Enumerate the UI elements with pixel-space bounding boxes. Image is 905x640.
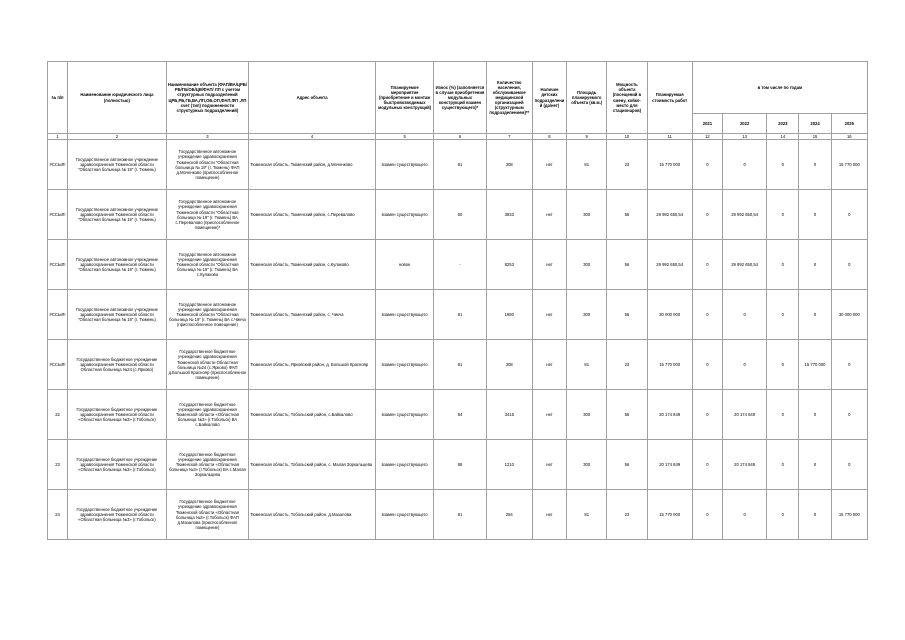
year-2025: 0 xyxy=(831,190,867,240)
planned-action: взамен существующего xyxy=(375,340,433,390)
planned-cost: 29 992 650,54 xyxy=(647,190,692,240)
header-plan: Планируемое мероприятие (приобретение и монтаж быстровозводимых модульных конструкций) xyxy=(375,62,433,134)
object-name: Государственное автономное учреждение здравоохранения Тюменской области "Областная больница № 19" (г. Тюмень) ВА с.Кулаково xyxy=(166,240,248,290)
object-name: Государственное бюджетное учреждение здравоохранения Тюменской области Областная больница №24 (с.Ярково) ФАП д.Большой Краснояр (приспособленное помещение) xyxy=(166,340,248,390)
capacity: 56 xyxy=(607,390,647,440)
area: 300 xyxy=(567,190,607,240)
year-2025: 0 xyxy=(831,240,867,290)
header-area: Площадь планируемого объекта (кв.м.) xyxy=(567,62,607,134)
header-row xyxy=(48,62,868,114)
year-2022: 29 992 650,54 xyxy=(722,240,766,290)
table-row xyxy=(48,140,868,190)
year-2022: 20 174 849 xyxy=(722,390,766,440)
objects-table xyxy=(47,61,868,540)
year-2021: 0 xyxy=(692,190,722,240)
population: 3933 xyxy=(486,190,532,240)
year-2025: 0 xyxy=(831,440,867,490)
year-2025: 0 xyxy=(831,340,867,390)
row-number: #ССЫЛ! xyxy=(48,190,68,240)
year-2021: 0 xyxy=(692,140,722,190)
planned-action: взамен существующего xyxy=(375,290,433,340)
year-2023: 0 xyxy=(767,190,799,240)
row-number: 23 xyxy=(48,440,68,490)
year-2024: 0 xyxy=(799,240,831,290)
year-2024: 0 xyxy=(799,490,831,540)
population: 1210 xyxy=(486,440,532,490)
area: 300 xyxy=(567,290,607,340)
row-number: 24 xyxy=(48,490,68,540)
table-row xyxy=(48,340,868,390)
col-number: 10 xyxy=(607,134,647,140)
year-2021: 0 xyxy=(692,340,722,390)
object-address: Тюменская область, Тюменский район, с.Перевалово xyxy=(249,190,376,240)
planned-action: новое xyxy=(375,240,433,290)
header-wear: Износ (%) (заполняется в случае приобретения модульных конструкций взамен существующего)* xyxy=(434,62,486,134)
object-address: Тюменская область, Тобольский район, с. Малая Зоркальцева xyxy=(249,440,376,490)
planned-cost: 15 770 000 xyxy=(647,140,692,190)
capacity: 23 xyxy=(607,140,647,190)
col-number: 11 xyxy=(647,134,692,140)
planned-cost: 20 174 849 xyxy=(647,390,692,440)
org-name: Государственное бюджетное учреждение здравоохранения Тюменской области «Областная больница №3» (г.Тобольск) xyxy=(68,490,167,540)
year-2022: 0 xyxy=(722,140,766,190)
kids-units: нет xyxy=(532,490,566,540)
object-name: Государственное автономное учреждение здравоохранения Тюменской области "Областная больница № 19" (г. Тюмень) ВА с.Чикча (приспособленное помещение) xyxy=(166,290,248,340)
planned-action: взамен существующего xyxy=(375,390,433,440)
org-name: Государственное бюджетное учреждение здравоохранения Тюменской области Областная больница №24 (с.Ярково) xyxy=(68,340,167,390)
org-name: Государственное автономное учреждение здравоохранения Тюменской области "Областная больница № 19" (г. Тюмень) xyxy=(68,240,167,290)
wear-percent: 81 xyxy=(434,140,486,190)
year-2022: 20 174 849 xyxy=(722,440,766,490)
table-row xyxy=(48,240,868,290)
capacity: 56 xyxy=(607,290,647,340)
object-address: Тюменская область, Тюменский район, с.Кулаково xyxy=(249,240,376,290)
population: 308 xyxy=(486,340,532,390)
year-2023: 0 xyxy=(767,140,799,190)
header-year: 2024 xyxy=(799,114,831,134)
col-number: 16 xyxy=(831,134,867,140)
year-2021: 0 xyxy=(692,240,722,290)
object-address: Тюменская область, Тобольский район, с.Байкалово xyxy=(249,390,376,440)
capacity: 56 xyxy=(607,240,647,290)
capacity: 56 xyxy=(607,190,647,240)
year-2023: 0 xyxy=(767,440,799,490)
capacity: 23 xyxy=(607,490,647,540)
header-num: № п/п xyxy=(48,62,68,134)
capacity: 56 xyxy=(607,440,647,490)
col-number: 7 xyxy=(486,134,532,140)
population: 8253 xyxy=(486,240,532,290)
planned-cost: 20 174 849 xyxy=(647,440,692,490)
header-org: Наименование юридического лица (полностью) xyxy=(68,62,167,134)
year-2023: 0 xyxy=(767,390,799,440)
kids-units: нет xyxy=(532,240,566,290)
planned-action: взамен существующего xyxy=(375,140,433,190)
year-2025: 0 xyxy=(831,390,867,440)
kids-units: нет xyxy=(532,440,566,490)
header-year: 2023 xyxy=(767,114,799,134)
year-2021: 0 xyxy=(692,290,722,340)
year-2022: 0 xyxy=(722,290,766,340)
col-number: 6 xyxy=(434,134,486,140)
kids-units: нет xyxy=(532,190,566,240)
table-row xyxy=(48,390,868,440)
header-kids: Наличие детских подразделений (да/нет) xyxy=(532,62,566,134)
capacity: 23 xyxy=(607,340,647,390)
year-2025: 15 770 000 xyxy=(831,140,867,190)
year-2023: 0 xyxy=(767,340,799,390)
area: 81 xyxy=(567,340,607,390)
planned-action: взамен существующего xyxy=(375,490,433,540)
row-number: #ССЫЛ! xyxy=(48,240,68,290)
planned-cost: 30 000 000 xyxy=(647,290,692,340)
object-name: Государственное бюджетное учреждение здравоохранения Тюменской области «Областная больница №3» (г.Тобольск) ВА с.Байкалово xyxy=(166,390,248,440)
table-row xyxy=(48,290,868,340)
row-number: #ССЫЛ! xyxy=(48,140,68,190)
table-row xyxy=(48,490,868,540)
area: 300 xyxy=(567,240,607,290)
kids-units: нет xyxy=(532,290,566,340)
wear-percent: 84 xyxy=(434,390,486,440)
header-capacity: Мощность объекта (посещений в смену, койко-место для стационаров) xyxy=(607,62,647,134)
population: 284 xyxy=(486,490,532,540)
col-number: 5 xyxy=(375,134,433,140)
year-2024: 15 770 000 xyxy=(799,340,831,390)
col-number: 12 xyxy=(692,134,722,140)
wear-percent: 81 xyxy=(434,490,486,540)
table-body xyxy=(48,140,868,540)
area: 81 xyxy=(567,140,607,190)
object-address: Тюменская область, Тюменский район, с. Чикча xyxy=(249,290,376,340)
header-address: Адрес объекта xyxy=(249,62,376,134)
object-address: Тюменская область, Ярковский район, д. Большой Краснояр xyxy=(249,340,376,390)
kids-units: нет xyxy=(532,390,566,440)
document-page xyxy=(47,61,868,540)
object-name: Государственное бюджетное учреждение здравоохранения Тюменской области «Областная больница №3» (г.Тобольск) ФАП д.Мазаловa (приспособленное помещение) xyxy=(166,490,248,540)
object-name: Государственное автономное учреждение здравоохранения Тюменской области "Областная больница № 19" (г. Тюмень) ВА с.Перевалово (приспособленное помещение)* xyxy=(166,190,248,240)
col-number: 15 xyxy=(799,134,831,140)
table-row xyxy=(48,190,868,240)
col-number: 4 xyxy=(249,134,376,140)
col-number: 2 xyxy=(68,134,167,140)
year-2024: 0 xyxy=(799,440,831,490)
object-name: Государственное бюджетное учреждение здравоохранения Тюменской области «Областная больница №3» (г.Тобольск) ВА с.Малая Зоркальцева xyxy=(166,440,248,490)
year-2025: 15 770 000 xyxy=(831,490,867,540)
year-2024: 0 xyxy=(799,290,831,340)
object-name: Государственное автономное учреждение здравоохранения Тюменской области "Областная больница № 19" (г. Тюмень) ФАП д.Моченково (приспособленное помещение) xyxy=(166,140,248,190)
org-name: Государственное бюджетное учреждение здравоохранения Тюменской области «Областная больница №3» (г.Тобольск) xyxy=(68,390,167,440)
population: 1980 xyxy=(486,290,532,340)
header-cost: Планируемая стоимость работ xyxy=(647,62,692,134)
wear-percent: 81 xyxy=(434,340,486,390)
col-number: 14 xyxy=(767,134,799,140)
year-2024: 0 xyxy=(799,390,831,440)
header-population: Количество населения, обслуживаемое медицинской организацией (структурным подразделением)** xyxy=(486,62,532,134)
planned-cost: 15 770 000 xyxy=(647,340,692,390)
population: 3415 xyxy=(486,390,532,440)
planned-cost: 15 770 000 xyxy=(647,490,692,540)
year-2022: 0 xyxy=(722,490,766,540)
header-year: 2025 xyxy=(831,114,867,134)
year-2024: 0 xyxy=(799,190,831,240)
object-address: Тюменская область, Тюменский район, д.Моченково xyxy=(249,140,376,190)
header-object: Наименование объекта (ФАП/ВА/ЦРБ/РБ/ГБ/ОБ/ЦВ/ФАП/ ЛП с учетом структурных подразделений ЦРБ,РБ,ГБ,ВА,ЛП,ОБ,ОП,ФАП,ФП ,ЛП счет (тип) подчиненности структурных подразделений) xyxy=(166,62,248,134)
row-number: 22 xyxy=(48,390,68,440)
planned-action: взамен существующего xyxy=(375,440,433,490)
year-2023: 0 xyxy=(767,290,799,340)
col-number: 8 xyxy=(532,134,566,140)
wear-percent: - xyxy=(434,240,486,290)
year-2023: 0 xyxy=(767,490,799,540)
year-2025: 30 000 000 xyxy=(831,290,867,340)
year-2022: 0 xyxy=(722,340,766,390)
year-2022: 29 992 650,54 xyxy=(722,190,766,240)
col-number: 13 xyxy=(722,134,766,140)
planned-action: взамен существующего xyxy=(375,190,433,240)
year-2021: 0 xyxy=(692,490,722,540)
year-2024: 0 xyxy=(799,140,831,190)
row-number: #ССЫЛ! xyxy=(48,290,68,340)
kids-units: нет xyxy=(532,140,566,190)
header-years-group: в том числе по годам xyxy=(692,62,867,114)
org-name: Государственное автономное учреждение здравоохранения Тюменской области "Областная больница № 19" (г. Тюмень) xyxy=(68,190,167,240)
wear-percent: 86 xyxy=(434,440,486,490)
org-name: Государственное автономное учреждение здравоохранения Тюменской области "Областная больница № 19" (г. Тюмень) xyxy=(68,290,167,340)
wear-percent: 81 xyxy=(434,290,486,340)
org-name: Государственное бюджетное учреждение здравоохранения Тюменской области «Областная больница №3» (г.Тобольск) xyxy=(68,440,167,490)
year-2023: 0 xyxy=(767,240,799,290)
planned-cost: 29 992 650,54 xyxy=(647,240,692,290)
col-number: 9 xyxy=(567,134,607,140)
header-year: 2021 xyxy=(692,114,722,134)
year-2021: 0 xyxy=(692,390,722,440)
object-address: Тюменская область, Тобольский район, д.Мазалова xyxy=(249,490,376,540)
kids-units: нет xyxy=(532,340,566,390)
header-year: 2022 xyxy=(722,114,766,134)
year-2021: 0 xyxy=(692,440,722,490)
col-number: 1 xyxy=(48,134,68,140)
area: 300 xyxy=(567,390,607,440)
org-name: Государственное автономное учреждение здравоохранения Тюменской области "Областная больница № 19" (г. Тюмень) xyxy=(68,140,167,190)
col-number: 3 xyxy=(166,134,248,140)
row-number: #ССЫЛ! xyxy=(48,340,68,390)
wear-percent: 60 xyxy=(434,190,486,240)
population: 308 xyxy=(486,140,532,190)
table-row xyxy=(48,440,868,490)
area: 300 xyxy=(567,440,607,490)
area: 81 xyxy=(567,490,607,540)
